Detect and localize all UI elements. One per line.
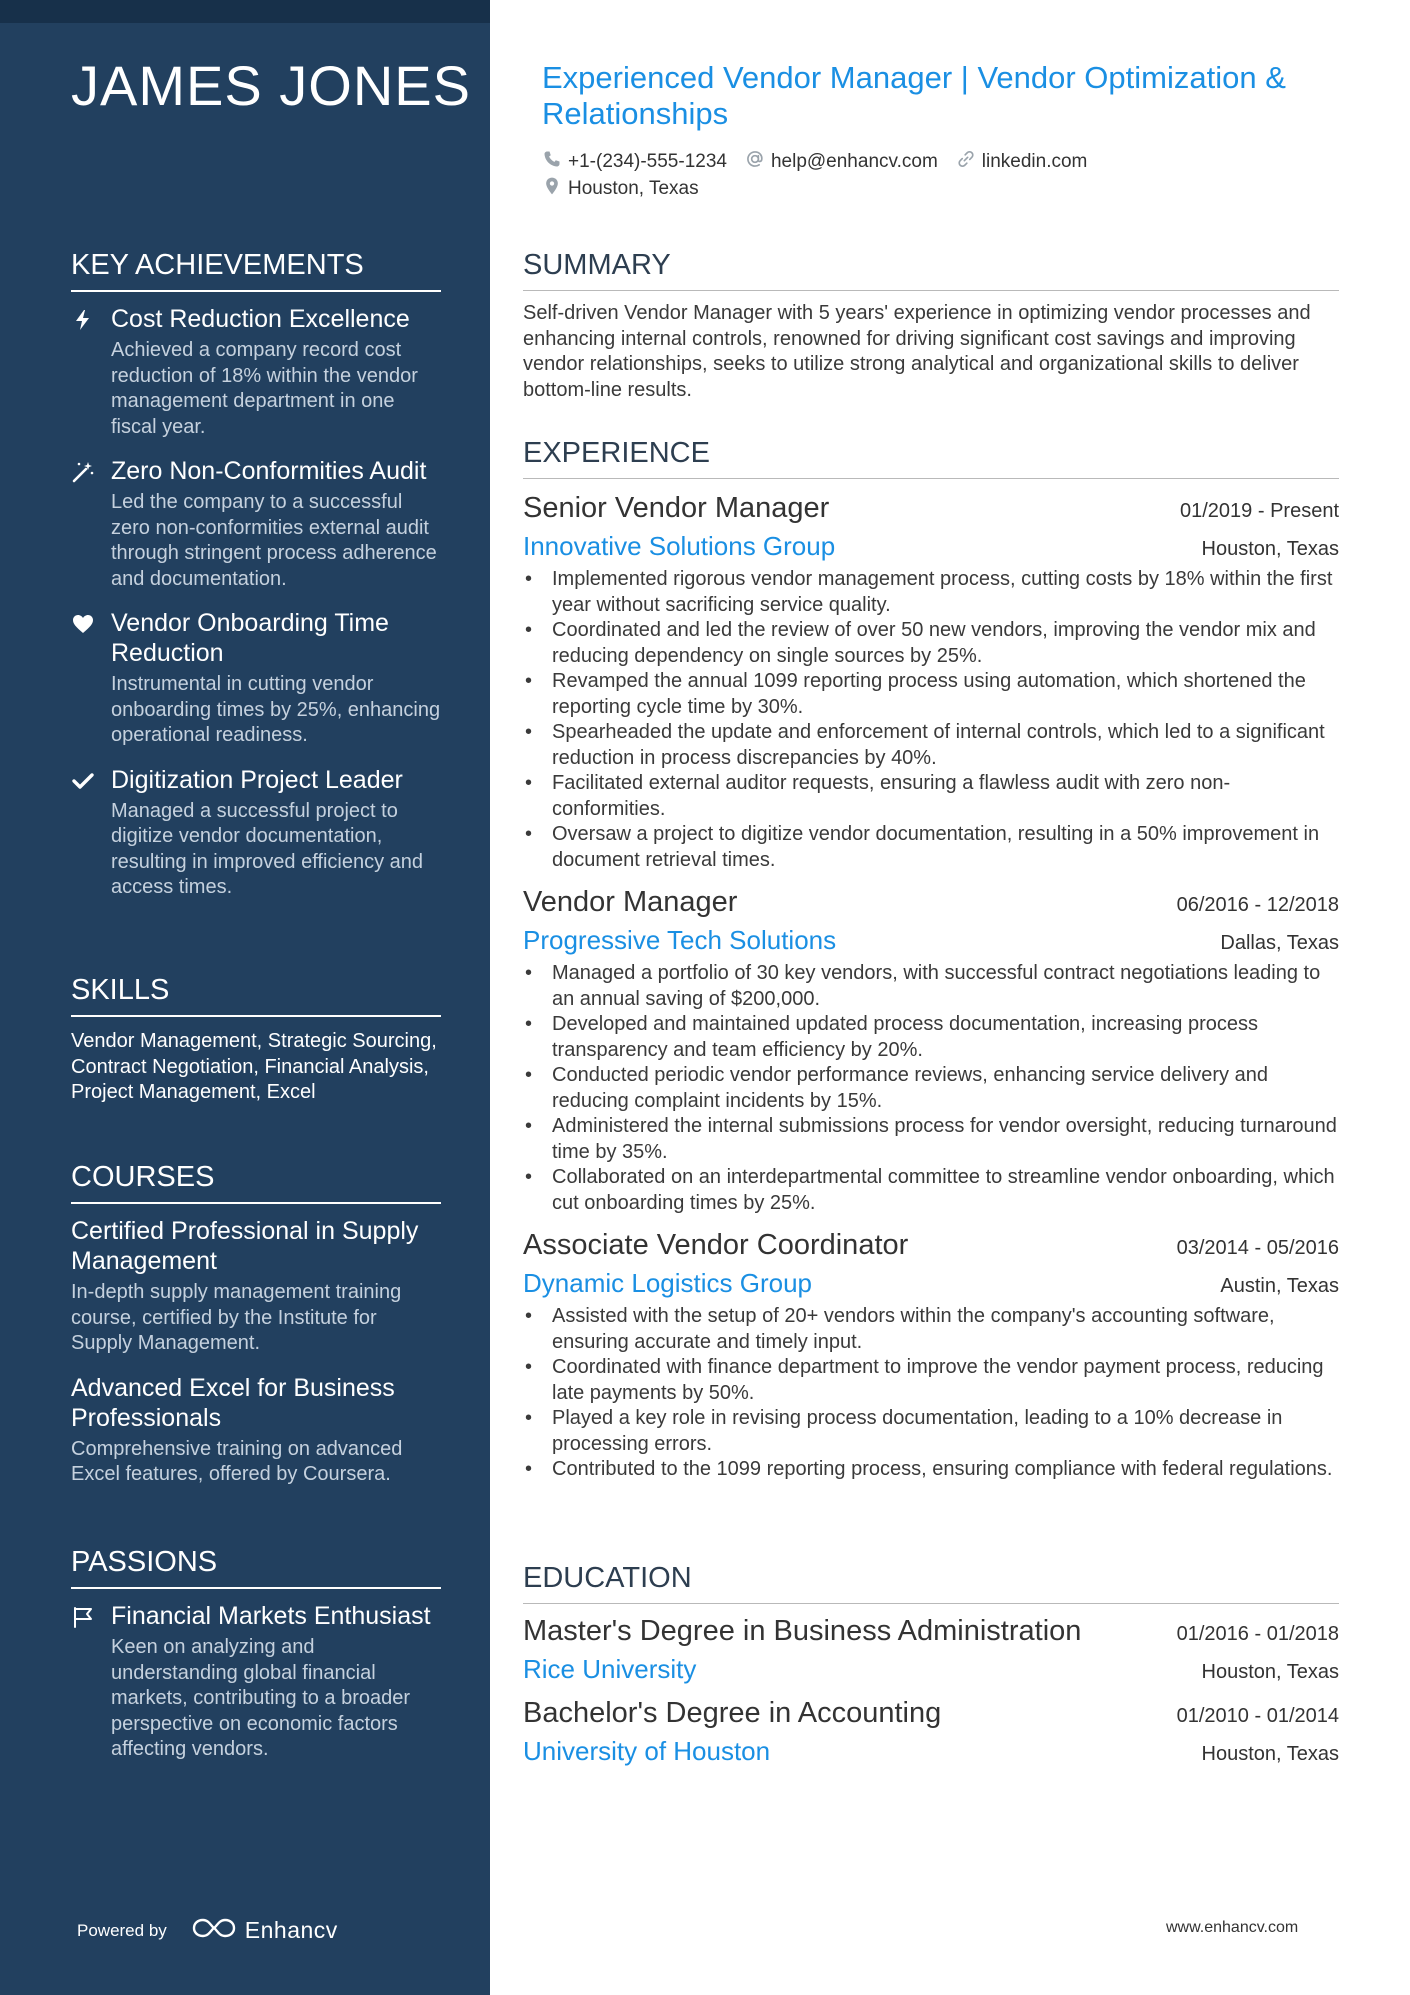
achievement-description: Instrumental in cutting vendor onboarding times by 25%, enhancing operational readiness. [111,673,441,746]
job-bullet: • Administered the internal submissions process for vendor oversight, reducing turnaround time by 35%. [523,1114,1339,1165]
job-header [523,1226,1339,1264]
enhancv-logo-icon [191,1916,237,1945]
job-bullets [523,961,1339,1216]
job-bullet: • Coordinated and led the review of over 50 new vendors, improving the vendor mix and reducing dependency on single sources by 25%. [523,618,1339,669]
contact-row [542,148,1332,175]
job-location: Austin, Texas [1220,1275,1339,1297]
job-dates: 06/2016 - 12/2018 [1176,894,1339,916]
resume-headline: Experienced Vendor Manager | Vendor Optimization & Relationships [542,60,1286,131]
company-name: Progressive Tech Solutions [523,925,837,955]
courses-section [71,1161,441,1504]
education-header [523,1694,1339,1732]
job-bullet: • Contributed to the 1099 reporting process, ensuring compliance with federal regulations. [523,1457,1339,1483]
achievement-title: Vendor Onboarding Time Reduction [111,609,389,667]
job-dates: 03/2014 - 05/2016 [1176,1237,1339,1259]
education-entry [523,1694,1339,1768]
course-item [71,1216,441,1357]
job-bullet: • Implemented rigorous vendor management process, cutting costs by 18% within the first year without sacrificing service quality. [523,567,1339,618]
passion-item [71,1601,441,1763]
passion-title: Financial Markets Enthusiast [111,1602,431,1630]
job-bullet: • Managed a portfolio of 30 key vendors, with successful contract negotiations leading to an annual saving of $200,000. [523,961,1339,1012]
job-bullet: • Assisted with the setup of 20+ vendors within the company's accounting software, ensuring accurate and timely input. [523,1304,1339,1355]
key-achievements-section [71,249,441,917]
achievement-title: Digitization Project Leader [111,765,403,794]
courses-heading: COURSES [71,1161,441,1204]
contact-info [542,148,1332,202]
job-bullet: • Coordinated with finance department to improve the vendor payment process, reducing late payments by 50%. [523,1355,1339,1406]
contact-row [542,175,1332,202]
achievement-item [71,608,441,749]
footer-website-link[interactable]: www.enhancv.com [1166,1919,1299,1936]
summary-section [523,249,1339,403]
achievement-description: Achieved a company record cost reduction of 18% within the vendor management department in one fiscal year. [111,339,418,438]
phone-icon [542,149,562,175]
passion-description: Keen on analyzing and understanding global financial markets, contributing to a broader perspective on economic factors affecting vendors. [111,1636,411,1760]
magic-wand-icon [71,460,95,484]
job-bullets [523,1304,1339,1483]
course-item [71,1373,441,1488]
achievement-description: Led the company to a successful zero non-conformities external audit through stringent process adherence and documentation. [111,491,437,590]
sidebar [0,0,490,1995]
powered-by [77,1916,338,1945]
job-header [523,883,1339,921]
course-title: Advanced Excel for Business Professionals [71,1373,395,1432]
job-bullets [523,567,1339,873]
job-bullet: • Facilitated external auditor requests, ensuring a flawless audit with zero non-conformities. [523,771,1339,822]
achievement-description: Managed a successful project to digitize vendor documentation, resulting in improved efficiency and access times. [111,799,424,898]
job-bullet: • Revamped the annual 1099 reporting process using automation, which shortened the reporting cycle time by 30%. [523,669,1339,720]
job-entry [523,883,1339,1216]
education-dates: 01/2016 - 01/2018 [1176,1623,1339,1645]
education-school-row [523,1732,1339,1768]
job-title: Associate Vendor Coordinator [523,1229,909,1261]
sidebar-top-band [0,0,490,23]
passions-heading: PASSIONS [71,1546,441,1589]
education-heading: EDUCATION [523,1562,1339,1604]
powered-by-label: Powered by [77,1920,167,1940]
phone-contact[interactable] [542,149,727,175]
education-entry [523,1612,1339,1686]
school-name: Rice University [523,1654,697,1684]
company-name: Innovative Solutions Group [523,531,836,561]
skills-section [71,974,441,1106]
course-title: Certified Professional in Supply Management [71,1217,419,1275]
achievement-item [71,456,441,592]
achievement-title: Zero Non-Conformities Audit [111,457,427,485]
enhancv-logo[interactable] [191,1916,338,1945]
location-contact [542,176,699,202]
course-description: In-depth supply management training course, certified by the Institute for Supply Management. [71,1281,402,1354]
key-achievements-heading: KEY ACHIEVEMENTS [71,249,441,292]
skills-heading: SKILLS [71,974,441,1017]
job-bullet: • Conducted periodic vendor performance reviews, enhancing service delivery and reducing complaint incidents by 15%. [523,1063,1339,1114]
job-title: Senior Vendor Manager [523,492,830,524]
education-school-row [523,1650,1339,1686]
job-dates: 01/2019 - Present [1180,500,1339,522]
education-location: Houston, Texas [1201,1661,1339,1683]
job-bullet: • Developed and maintained updated process documentation, increasing process transparency and team efficiency by 20%. [523,1012,1339,1063]
job-entry [523,489,1339,873]
education-header [523,1612,1339,1650]
school-name: University of Houston [523,1736,771,1766]
experience-section [523,437,1339,1483]
flag-icon [71,1605,95,1629]
job-bullet: • Spearheaded the update and enforcement of internal controls, which led to a significant reduction in process discrepancies by 40%. [523,720,1339,771]
job-entry [523,1226,1339,1483]
passions-section [71,1546,441,1779]
phone-number: +1-(234)-555-1234 [568,150,727,172]
location-pin-icon [542,176,562,202]
job-title: Vendor Manager [523,886,738,918]
degree-title: Master's Degree in Business Administration [523,1615,1082,1647]
company-name: Dynamic Logistics Group [523,1268,812,1298]
link-icon [956,149,976,175]
education-location: Houston, Texas [1201,1743,1339,1765]
job-company-row [523,527,1339,563]
heart-icon [71,612,95,636]
degree-title: Bachelor's Degree in Accounting [523,1697,942,1729]
course-description: Comprehensive training on advanced Excel features, offered by Coursera. [71,1437,403,1485]
enhancv-brand-name: Enhancv [244,1917,338,1943]
job-company-row [523,921,1339,957]
experience-heading: EXPERIENCE [523,437,1339,479]
location-text: Houston, Texas [568,177,699,199]
bolt-icon [71,308,95,332]
job-header [523,489,1339,527]
checkmark-icon [71,769,95,793]
summary-text: Self-driven Vendor Manager with 5 years' experience in optimizing vendor processes and enhancing internal controls, renowned for driving significant cost savings and improving vendor relationships, seeks to utilize strong analytical and organizational skills to deliver bottom-line results. [523,302,1311,401]
skills-list: Vendor Management, Strategic Sourcing, Contract Negotiation, Financial Analysis, Project Management, Excel [71,1030,437,1103]
job-company-row [523,1264,1339,1300]
education-section [523,1562,1339,1768]
linkedin-url: linkedin.com [981,150,1088,172]
achievement-item [71,304,441,440]
email-address: help@enhancv.com [770,150,938,172]
job-bullet: • Oversaw a project to digitize vendor documentation, resulting in a 50% improvement in document retrieval times. [523,822,1339,873]
candidate-name: JAMES JONES [71,54,471,117]
job-location: Dallas, Texas [1220,932,1339,954]
job-bullet: • Collaborated on an interdepartmental committee to streamline vendor onboarding, which cut onboarding times by 25%. [523,1165,1339,1216]
job-location: Houston, Texas [1201,538,1339,560]
linkedin-contact[interactable] [956,149,1088,175]
email-contact[interactable] [745,149,938,175]
job-bullet: • Played a key role in revising process documentation, leading to a 10% decrease in processing errors. [523,1406,1339,1457]
achievement-title: Cost Reduction Excellence [111,305,410,333]
at-icon [745,149,765,175]
summary-heading: SUMMARY [523,249,1339,291]
achievement-item [71,765,441,901]
education-dates: 01/2010 - 01/2014 [1176,1705,1339,1727]
